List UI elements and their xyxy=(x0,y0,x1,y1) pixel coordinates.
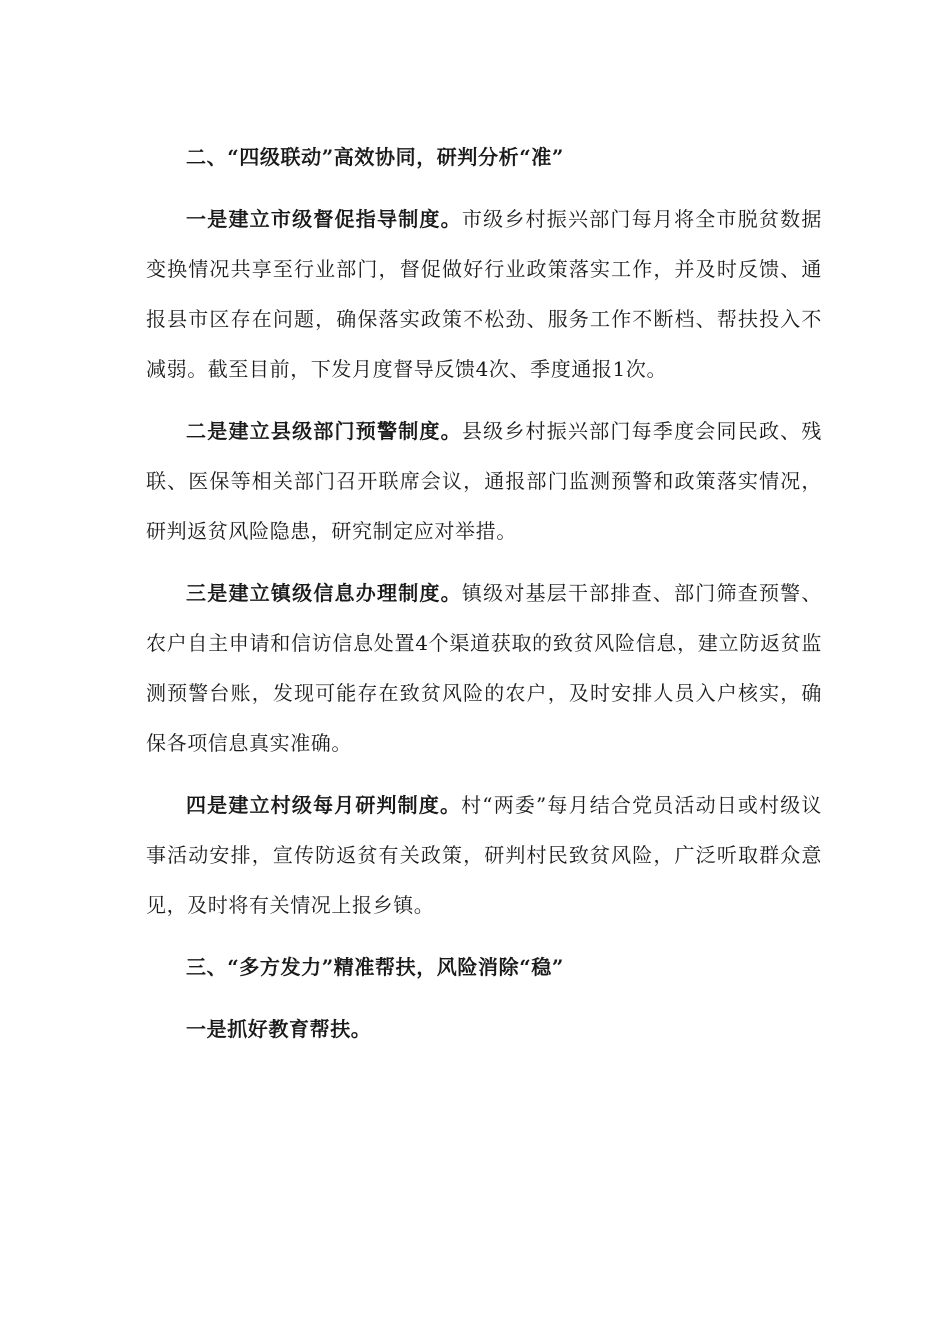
paragraph-county-level xyxy=(146,406,822,556)
paragraph-body: 县级乡村振兴部门每季度会同民政、残联、医保等相关部门召开联席会议，通报部门监测预警和政策落实情况，研判返贫风险隐患，研究制定应对举措。 xyxy=(146,419,822,543)
paragraph-town-level xyxy=(146,568,822,768)
paragraph-education-support xyxy=(146,1004,822,1054)
document-body xyxy=(146,132,822,1066)
paragraph-lead: 一是抓好教育帮扶。 xyxy=(186,1017,372,1041)
section-heading: 二、“四级联动”高效协同，研判分析“准” xyxy=(186,145,565,169)
section-heading: 三、“多方发力”精准帮扶，风险消除“稳” xyxy=(186,955,565,979)
paragraph-lead: 二是建立县级部门预警制度。 xyxy=(186,419,462,443)
paragraph-city-level xyxy=(146,194,822,394)
paragraph-body: 村“两委”每月结合党员活动日或村级议事活动安排，宣传防返贫有关政策，研判村民致贫风险，广泛听取群众意见，及时将有关情况上报乡镇。 xyxy=(146,793,822,917)
paragraph-lead: 一是建立市级督促指导制度。 xyxy=(186,207,462,231)
paragraph-lead: 四是建立村级每月研判制度。 xyxy=(186,793,462,817)
paragraph-lead: 三是建立镇级信息办理制度。 xyxy=(186,581,462,605)
paragraph-village-level xyxy=(146,780,822,930)
paragraph-body: 镇级对基层干部排查、部门筛查预警、农户自主申请和信访信息处置4个渠道获取的致贫风险信息，建立防返贫监测预警台账，发现可能存在致贫风险的农户，及时安排人员入户核实，确保各项信息真实准确。 xyxy=(146,581,822,755)
paragraph-body: 市级乡村振兴部门每月将全市脱贫数据变换情况共享至行业部门，督促做好行业政策落实工作，并及时反馈、通报县市区存在问题，确保落实政策不松劲、服务工作不断档、帮扶投入不减弱。截至目前，下发月度督导反馈4次、季度通报1次。 xyxy=(146,207,822,381)
